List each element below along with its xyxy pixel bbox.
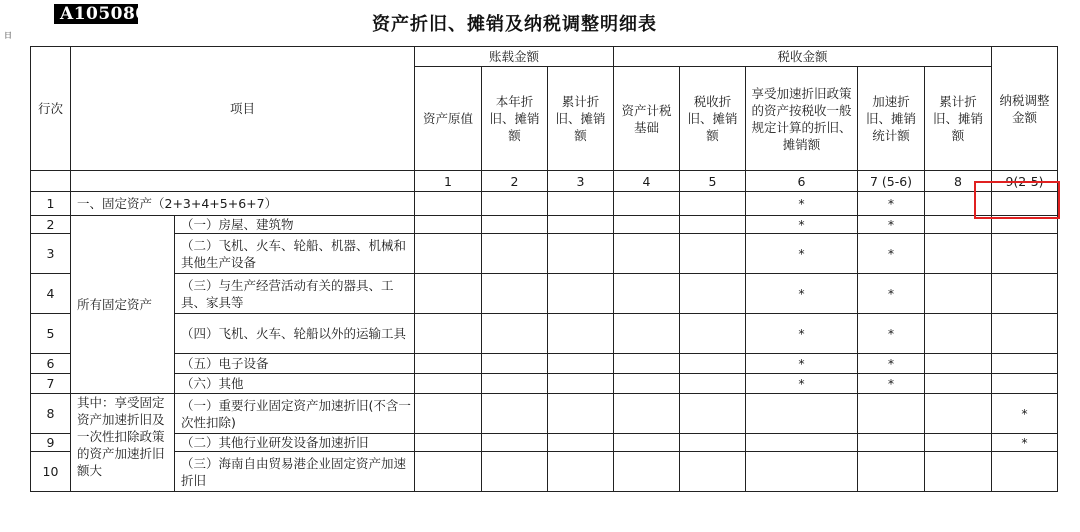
input-cell[interactable]	[415, 234, 482, 274]
colnum-cell: 5	[680, 171, 746, 192]
colnum-cell: 3	[548, 171, 614, 192]
input-cell[interactable]	[746, 452, 858, 492]
input-cell[interactable]	[680, 274, 746, 314]
group-label-all-fixed: 所有固定资产	[71, 216, 175, 394]
table-row	[31, 216, 1058, 234]
input-cell[interactable]	[746, 434, 858, 452]
input-cell[interactable]	[415, 394, 482, 434]
row-label: （一）重要行业固定资产加速折旧(不含一次性扣除)	[175, 394, 415, 434]
input-cell[interactable]	[614, 452, 680, 492]
group-label-accel: 其中：享受固定资产加速折旧及一次性扣除政策的资产加速折旧额大	[71, 394, 175, 492]
header-row-no: 行次	[31, 47, 71, 171]
input-cell[interactable]	[614, 274, 680, 314]
row-number: 5	[31, 314, 71, 354]
input-cell[interactable]	[614, 434, 680, 452]
input-cell[interactable]	[482, 274, 548, 314]
table-row	[31, 452, 1058, 492]
input-cell[interactable]	[482, 314, 548, 354]
header-c6: 享受加速折旧政策的资产按税收一般规定计算的折旧、摊销额	[746, 67, 858, 171]
input-cell[interactable]	[415, 274, 482, 314]
header-c4: 资产计税基础	[614, 67, 680, 171]
input-cell[interactable]	[548, 274, 614, 314]
input-cell[interactable]	[548, 234, 614, 274]
input-cell[interactable]	[680, 394, 746, 434]
input-cell[interactable]	[858, 452, 925, 492]
input-cell[interactable]	[614, 354, 680, 374]
input-cell[interactable]	[614, 374, 680, 394]
row-number: 1	[31, 192, 71, 216]
table-row	[31, 314, 1058, 354]
input-cell[interactable]	[680, 192, 746, 216]
input-cell[interactable]	[680, 216, 746, 234]
header-c5: 税收折旧、摊销额	[680, 67, 746, 171]
input-cell[interactable]	[614, 314, 680, 354]
form-code: A105080	[54, 4, 138, 24]
row-label: （五）电子设备	[175, 354, 415, 374]
input-cell[interactable]	[415, 192, 482, 216]
colnum-cell: 4	[614, 171, 680, 192]
input-cell[interactable]	[925, 274, 992, 314]
tax-adjustment-cell[interactable]	[992, 234, 1058, 274]
input-cell[interactable]	[548, 354, 614, 374]
header-c1: 资产原值	[415, 67, 482, 171]
table-row	[31, 374, 1058, 394]
row-label: （二）其他行业研发设备加速折旧	[175, 434, 415, 452]
input-cell[interactable]	[415, 434, 482, 452]
asterisk-cell: *	[746, 374, 858, 394]
asterisk-cell: *	[858, 354, 925, 374]
input-cell[interactable]	[925, 374, 992, 394]
row-number: 9	[31, 434, 71, 452]
input-cell[interactable]	[482, 354, 548, 374]
colnum-cell: 2	[482, 171, 548, 192]
input-cell[interactable]	[415, 354, 482, 374]
report-header	[0, 0, 1080, 46]
row-number: 3	[31, 234, 71, 274]
asterisk-cell: *	[746, 274, 858, 314]
header-item: 项目	[71, 47, 415, 171]
header-c2: 本年折旧、摊销额	[482, 67, 548, 171]
input-cell[interactable]	[482, 394, 548, 434]
colnum-cell: 9(2-5)	[992, 171, 1058, 192]
asterisk-cell: *	[746, 234, 858, 274]
input-cell[interactable]	[614, 216, 680, 234]
input-cell[interactable]	[482, 216, 548, 234]
header-c9: 纳税调整金额	[992, 47, 1058, 171]
input-cell[interactable]	[925, 354, 992, 374]
input-cell[interactable]	[548, 452, 614, 492]
row-label: （一）房屋、建筑物	[175, 216, 415, 234]
asterisk-cell: *	[858, 192, 925, 216]
colnum-cell: 1	[415, 171, 482, 192]
input-cell[interactable]	[548, 216, 614, 234]
input-cell[interactable]	[415, 216, 482, 234]
tax-adjustment-cell[interactable]	[992, 216, 1058, 234]
tax-adjustment-cell[interactable]	[992, 274, 1058, 314]
row-label: （三）海南自由贸易港企业固定资产加速折旧	[175, 452, 415, 492]
input-cell[interactable]	[925, 452, 992, 492]
input-cell[interactable]	[548, 314, 614, 354]
row-number: 2	[31, 216, 71, 234]
input-cell[interactable]	[925, 434, 992, 452]
row-number: 6	[31, 354, 71, 374]
row-label: （二）飞机、火车、轮船、机器、机械和其他生产设备	[175, 234, 415, 274]
corner-glyph: 日	[4, 31, 12, 40]
colnum-cell: 6	[746, 171, 858, 192]
input-cell[interactable]	[614, 394, 680, 434]
asterisk-cell: *	[746, 314, 858, 354]
colnum-cell: 8	[925, 171, 992, 192]
input-cell[interactable]	[680, 452, 746, 492]
table-row	[31, 234, 1058, 274]
asterisk-cell: *	[992, 434, 1058, 452]
header-book-group: 账载金额	[415, 47, 614, 67]
asterisk-cell: *	[858, 374, 925, 394]
asterisk-cell: *	[858, 314, 925, 354]
input-cell[interactable]	[548, 434, 614, 452]
table-row	[31, 394, 1058, 434]
row-label: （四）飞机、火车、轮船以外的运输工具	[175, 314, 415, 354]
input-cell[interactable]	[482, 234, 548, 274]
colnum-blank	[71, 171, 415, 192]
input-cell[interactable]	[925, 314, 992, 354]
tax-adjustment-cell[interactable]	[992, 354, 1058, 374]
header-c7: 加速折旧、摊销统计额	[858, 67, 925, 171]
asterisk-cell: *	[858, 234, 925, 274]
input-cell[interactable]	[482, 452, 548, 492]
input-cell[interactable]	[925, 394, 992, 434]
asterisk-cell: *	[746, 354, 858, 374]
asterisk-cell: *	[992, 394, 1058, 434]
input-cell[interactable]	[415, 374, 482, 394]
row-number: 10	[31, 452, 71, 492]
asterisk-cell: *	[746, 192, 858, 216]
input-cell[interactable]	[482, 434, 548, 452]
tax-adjustment-cell[interactable]	[992, 314, 1058, 354]
row-number: 4	[31, 274, 71, 314]
input-cell[interactable]	[680, 374, 746, 394]
input-cell[interactable]	[925, 216, 992, 234]
tax-adjustment-cell[interactable]	[992, 452, 1058, 492]
table-row	[31, 434, 1058, 452]
input-cell[interactable]	[548, 192, 614, 216]
input-cell[interactable]	[746, 394, 858, 434]
input-cell[interactable]	[482, 192, 548, 216]
input-cell[interactable]	[548, 394, 614, 434]
table-row	[31, 354, 1058, 374]
header-c3: 累计折旧、摊销额	[548, 67, 614, 171]
colnum-cell: 7 (5-6)	[858, 171, 925, 192]
depreciation-table	[30, 46, 1058, 492]
input-cell[interactable]	[548, 374, 614, 394]
input-cell[interactable]	[614, 234, 680, 274]
row-label: （三）与生产经营活动有关的器具、工具、家具等	[175, 274, 415, 314]
input-cell[interactable]	[925, 234, 992, 274]
header-tax-group: 税收金额	[614, 47, 992, 67]
tax-adjustment-cell[interactable]	[992, 192, 1058, 216]
asterisk-cell: *	[746, 216, 858, 234]
asterisk-cell: *	[858, 216, 925, 234]
row-label: （六）其他	[175, 374, 415, 394]
input-cell[interactable]	[482, 374, 548, 394]
input-cell[interactable]	[858, 434, 925, 452]
row-number: 8	[31, 394, 71, 434]
row-number: 7	[31, 374, 71, 394]
input-cell[interactable]	[415, 314, 482, 354]
row-label: 一、固定资产（2+3+4+5+6+7）	[71, 192, 415, 216]
tax-adjustment-cell[interactable]	[992, 374, 1058, 394]
input-cell[interactable]	[680, 234, 746, 274]
input-cell[interactable]	[925, 192, 992, 216]
input-cell[interactable]	[415, 452, 482, 492]
input-cell[interactable]	[680, 434, 746, 452]
colnum-blank	[31, 171, 71, 192]
input-cell[interactable]	[680, 354, 746, 374]
asterisk-cell: *	[858, 274, 925, 314]
table-row	[31, 192, 1058, 216]
input-cell[interactable]	[680, 314, 746, 354]
header-c8: 累计折旧、摊销额	[925, 67, 992, 171]
table-row	[31, 274, 1058, 314]
input-cell[interactable]	[858, 394, 925, 434]
input-cell[interactable]	[614, 192, 680, 216]
page-title: 资产折旧、摊销及纳税调整明细表	[372, 14, 657, 35]
